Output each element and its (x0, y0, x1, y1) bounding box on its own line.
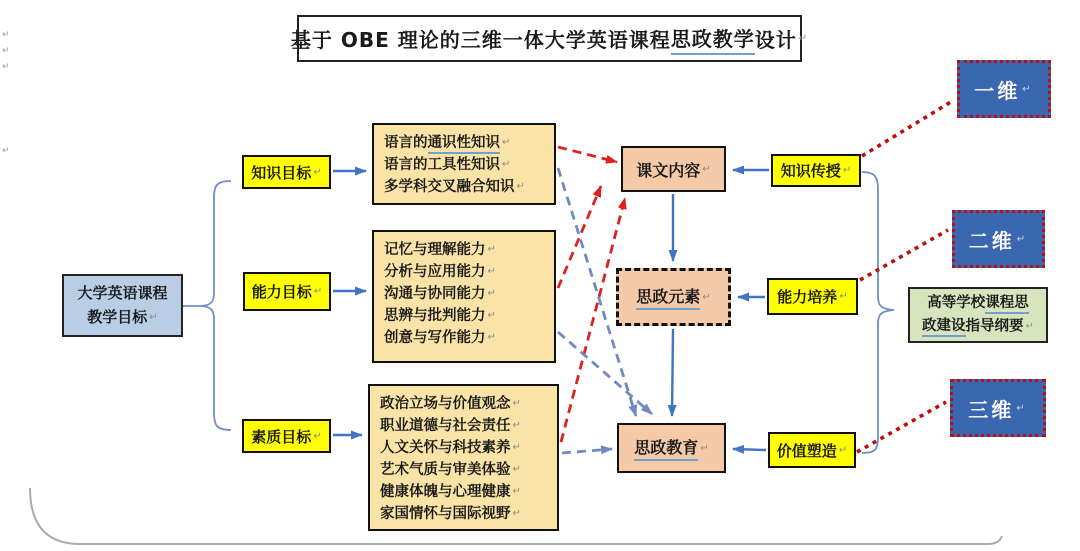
knowledge-list-line3 (384, 176, 544, 198)
quality-line1-text: 政治立场与价值观念 (380, 396, 511, 412)
quality-list-line (380, 503, 547, 525)
guideline-line1-pre: 高等学校 (927, 294, 986, 311)
dimension-1-box (957, 60, 1051, 118)
method-ability-cultivate-box (767, 278, 858, 315)
ideological-education-box (617, 423, 726, 473)
paragraph-mark: ↵ (1016, 233, 1029, 245)
paragraph-mark: ↵ (313, 430, 322, 442)
diagram-title (290, 15, 809, 62)
paragraph-mark: ↵ (502, 137, 511, 148)
paragraph-mark: ↵ (487, 244, 496, 255)
paragraph-mark: ↵ (512, 420, 521, 431)
guideline-line2-post: 指导纲要 (965, 318, 1024, 335)
dimension-3-box (950, 379, 1046, 437)
method-ability-cultivate-label: 能力培养 (777, 288, 838, 306)
title-text-tail: 设计 (754, 28, 797, 52)
knowledge-line1-pre: 语言的 (384, 135, 428, 151)
paragraph-mark: ↵ (1025, 320, 1034, 332)
paragraph-mark: ↵ (702, 291, 711, 303)
goal-quality-box (242, 419, 331, 453)
paragraph-mark: ↵ (313, 166, 322, 178)
paragraph-mark: ↵ (149, 311, 158, 323)
ability-line5-text: 创意与写作能力 (384, 330, 486, 346)
quality-line5-text: 健康体魄与心理健康 (380, 484, 511, 500)
knowledge-line3-text: 多学科交叉融合知识 (384, 179, 515, 195)
quality-list-line (380, 481, 547, 503)
ideological-education-label: 思政教育 (634, 435, 698, 461)
ability-list-box (372, 230, 556, 363)
paragraph-mark: ↵ (512, 486, 521, 497)
ideological-elements-label: 思政元素 (636, 284, 700, 310)
paragraph-mark: ↵ (516, 181, 525, 192)
paragraph-mark: ↵ (2, 46, 10, 56)
paragraph-mark: ↵ (2, 62, 10, 72)
dashed-ability-to-education (558, 332, 652, 414)
right-brace (862, 172, 894, 453)
paragraph-mark: ↵ (512, 442, 521, 453)
dashed-knowledge-to-text-content (558, 147, 617, 162)
guideline-line2-underlined: 政建设 (922, 318, 966, 337)
quality-line6-text: 家国情怀与国际视野 (380, 506, 511, 522)
paragraph-mark: ↵ (838, 444, 848, 456)
title-text: 基于 OBE 理论的三维一体大学英语课程 (290, 28, 671, 52)
paragraph-mark: ↵ (512, 464, 521, 475)
left-brace (202, 181, 231, 430)
ability-line1-text: 记忆与理解能力 (384, 242, 486, 258)
paragraph-mark: ↵ (512, 398, 521, 409)
text-content-box (621, 146, 726, 192)
knowledge-list-line1 (384, 132, 544, 154)
guideline-line1 (927, 292, 1029, 315)
dotted-impart-to-dim1 (862, 100, 954, 156)
dotted-cultivate-to-dim2 (860, 230, 948, 280)
goal-knowledge-box (242, 155, 331, 189)
method-value-shape-label: 价值塑造 (776, 441, 837, 460)
paragraph-mark: ↵ (700, 442, 709, 454)
ability-line3-text: 沟通与协同能力 (384, 286, 486, 302)
ability-line4-text: 思辨与批判能力 (384, 308, 486, 324)
paragraph-mark: ↵ (487, 332, 496, 343)
quality-line3-text: 人文关怀与科技素养 (380, 440, 511, 456)
quality-line2-text: 职业道德与社会责任 (380, 418, 511, 434)
method-value-shape-box (768, 432, 856, 468)
paragraph-mark: ↵ (798, 33, 809, 44)
paragraph-mark: ↵ (487, 266, 496, 277)
paragraph-mark: ↵ (839, 291, 848, 302)
paragraph-mark: ↵ (702, 163, 711, 175)
knowledge-line2-text: 语言的工具性知识 (384, 157, 500, 173)
quality-list-line (380, 459, 547, 481)
ability-list-line (384, 305, 544, 327)
dimension-1-label: 一维 (974, 78, 1021, 103)
paragraph-mark: ↵ (487, 310, 496, 321)
ability-list-line (384, 239, 544, 261)
paragraph-mark: ↵ (1022, 83, 1034, 95)
goal-quality-label: 素质目标 (251, 427, 312, 446)
dashed-ability-to-text-content (558, 186, 601, 288)
paragraph-mark: ↵ (512, 508, 521, 519)
paragraph-mark: ↵ (2, 146, 10, 156)
ability-list-line (384, 327, 544, 349)
goal-ability-box (243, 272, 331, 311)
paragraph-mark: ↵ (487, 288, 496, 299)
root-line1: 大学英语课程 (77, 284, 168, 303)
quality-list-line (380, 393, 547, 415)
root-line2 (87, 305, 157, 330)
dotted-shape-to-dim3 (857, 402, 946, 452)
quality-list-line (380, 437, 547, 459)
guideline-line1-underlined: 课程思 (985, 295, 1029, 314)
arrow-shape-to-education (733, 449, 766, 450)
method-knowledge-impart-box (771, 154, 861, 187)
ability-line2-text: 分析与应用能力 (384, 264, 486, 280)
dashed-quality-to-education (562, 449, 612, 453)
title-underlined-text: 思政教学 (671, 23, 755, 55)
ability-list-line (384, 283, 544, 305)
paragraph-mark: ↵ (502, 159, 511, 170)
knowledge-line1-underlined: 通识性知识 (428, 135, 501, 154)
root-line2-text: 教学目标 (87, 308, 148, 327)
knowledge-list-line2 (384, 154, 544, 176)
quality-list-box (368, 384, 559, 531)
dimension-2-box (952, 210, 1045, 268)
knowledge-list-box (372, 123, 556, 205)
guideline-line2 (922, 315, 1034, 339)
paragraph-mark: ↵ (842, 165, 852, 176)
dimension-3-label: 三维 (968, 397, 1015, 422)
text-content-label: 课文内容 (636, 160, 701, 180)
dimension-2-label: 二维 (968, 228, 1015, 253)
paragraph-mark: ↵ (2, 30, 10, 40)
ability-list-line (384, 261, 544, 283)
quality-list-line (380, 415, 547, 437)
quality-line4-text: 艺术气质与审美体验 (380, 462, 511, 478)
method-knowledge-impart-label: 知识传授 (780, 162, 841, 180)
guideline-box (908, 287, 1048, 343)
goal-ability-label: 能力目标 (251, 283, 312, 301)
paragraph-mark: ↵ (313, 286, 323, 297)
root-course-objectives-box (62, 274, 183, 337)
arrow-elements-to-education (672, 329, 673, 416)
paragraph-mark: ↵ (1016, 402, 1028, 414)
goal-knowledge-label: 知识目标 (251, 163, 312, 182)
ideological-elements-box (616, 268, 731, 326)
